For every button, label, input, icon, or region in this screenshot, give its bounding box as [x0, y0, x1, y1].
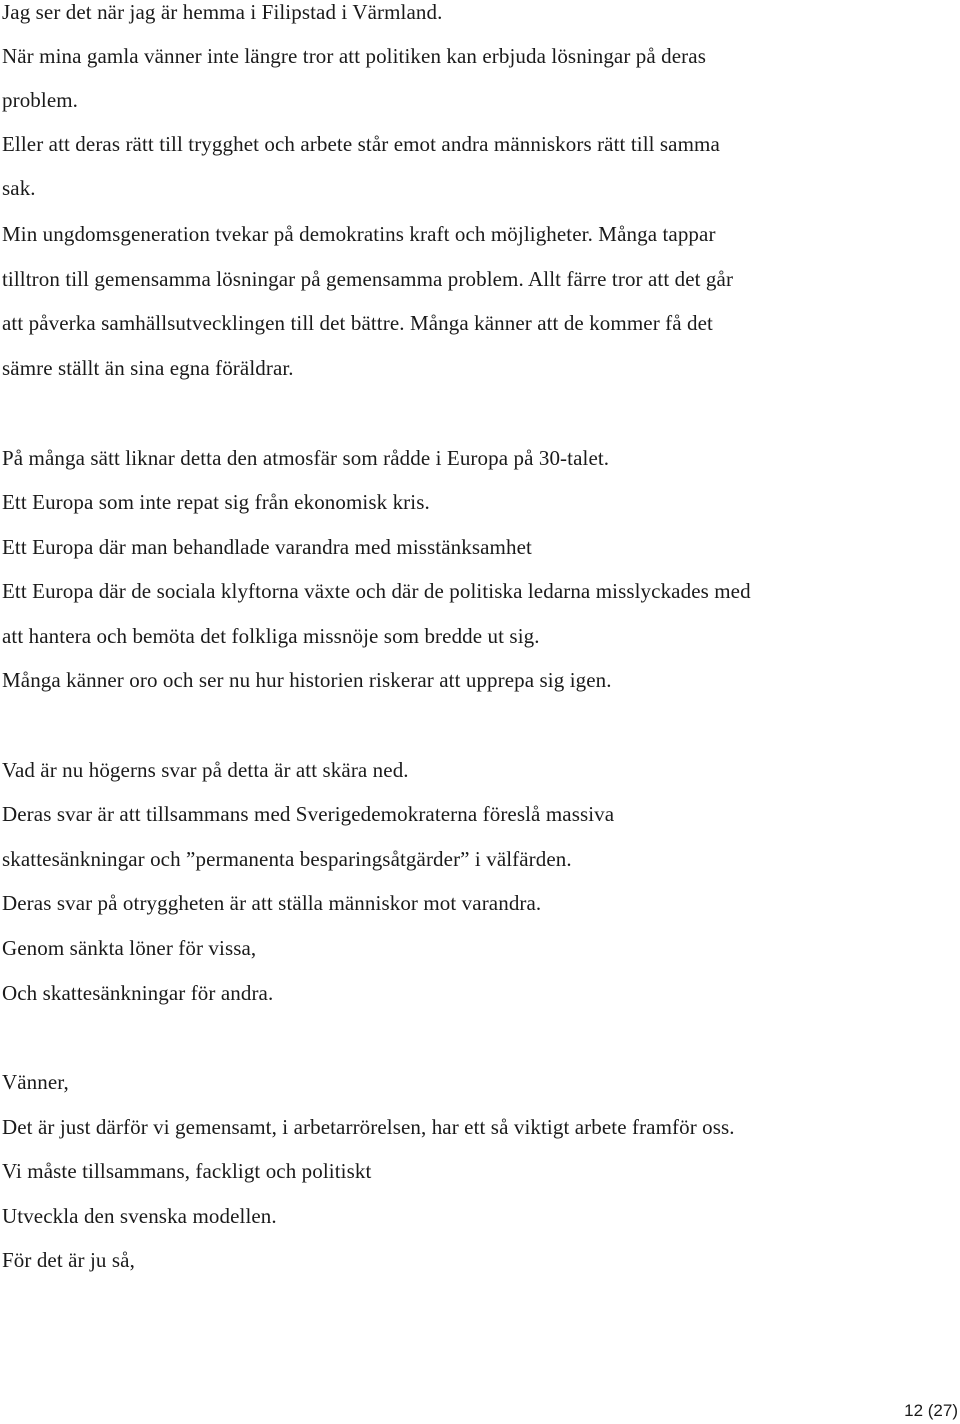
text-line: När mina gamla vänner inte längre tror att politiken kan erbjuda lösningar på deras	[2, 44, 706, 68]
text-line: På många sätt liknar detta den atmosfär som rådde i Europa på 30-talet.	[2, 446, 610, 470]
text-line: att hantera och bemöta det folkliga missnöje som bredde ut sig.	[2, 624, 540, 648]
text-line: För det är ju så,	[2, 1248, 135, 1272]
text-line: Deras svar på otryggheten är att ställa människor mot varandra.	[2, 891, 542, 915]
text-line: Deras svar är att tillsammans med Sverigedemokraterna föreslå massiva	[2, 802, 615, 826]
text-line: Min ungdomsgeneration tvekar på demokratins kraft och möjligheter. Många tappar	[2, 222, 716, 246]
text-line: sämre ställt än sina egna föräldrar.	[2, 356, 294, 380]
text-line: Många känner oro och ser nu hur historien riskerar att upprepa sig igen.	[2, 668, 612, 692]
text-line: Genom sänkta löner för vissa,	[2, 936, 257, 960]
text-line: Ett Europa som inte repat sig från ekonomisk kris.	[2, 490, 430, 514]
page-number: 12 (27)	[904, 1401, 958, 1420]
text-line: Vad är nu högerns svar på detta är att skära ned.	[2, 758, 409, 782]
text-line: Ett Europa där man behandlade varandra med misstänksamhet	[2, 535, 532, 559]
text-line: Vi måste tillsammans, fackligt och politiskt	[2, 1159, 372, 1183]
text-line: Eller att deras rätt till trygghet och arbete står emot andra människors rätt till samma	[2, 132, 720, 156]
text-line: Det är just därför vi gemensamt, i arbetarrörelsen, har ett så viktigt arbete framför oss.	[2, 1115, 735, 1139]
text-line: sak.	[2, 176, 36, 200]
text-line: Utveckla den svenska modellen.	[2, 1204, 277, 1228]
text-line: tilltron till gemensamma lösningar på gemensamma problem. Allt färre tror att det går	[2, 267, 734, 291]
text-line: Ett Europa där de sociala klyftorna växte och där de politiska ledarna misslyckades med	[2, 579, 751, 603]
text-line: skattesänkningar och ”permanenta besparingsåtgärder” i välfärden.	[2, 847, 572, 871]
text-line: Och skattesänkningar för andra.	[2, 981, 274, 1005]
text-line: att påverka samhällsutvecklingen till det bättre. Många känner att de kommer få det	[2, 311, 713, 335]
text-line: Jag ser det när jag är hemma i Filipstad i Värmland.	[2, 0, 443, 24]
text-line: Vänner,	[2, 1070, 69, 1094]
text-line: problem.	[2, 88, 79, 112]
